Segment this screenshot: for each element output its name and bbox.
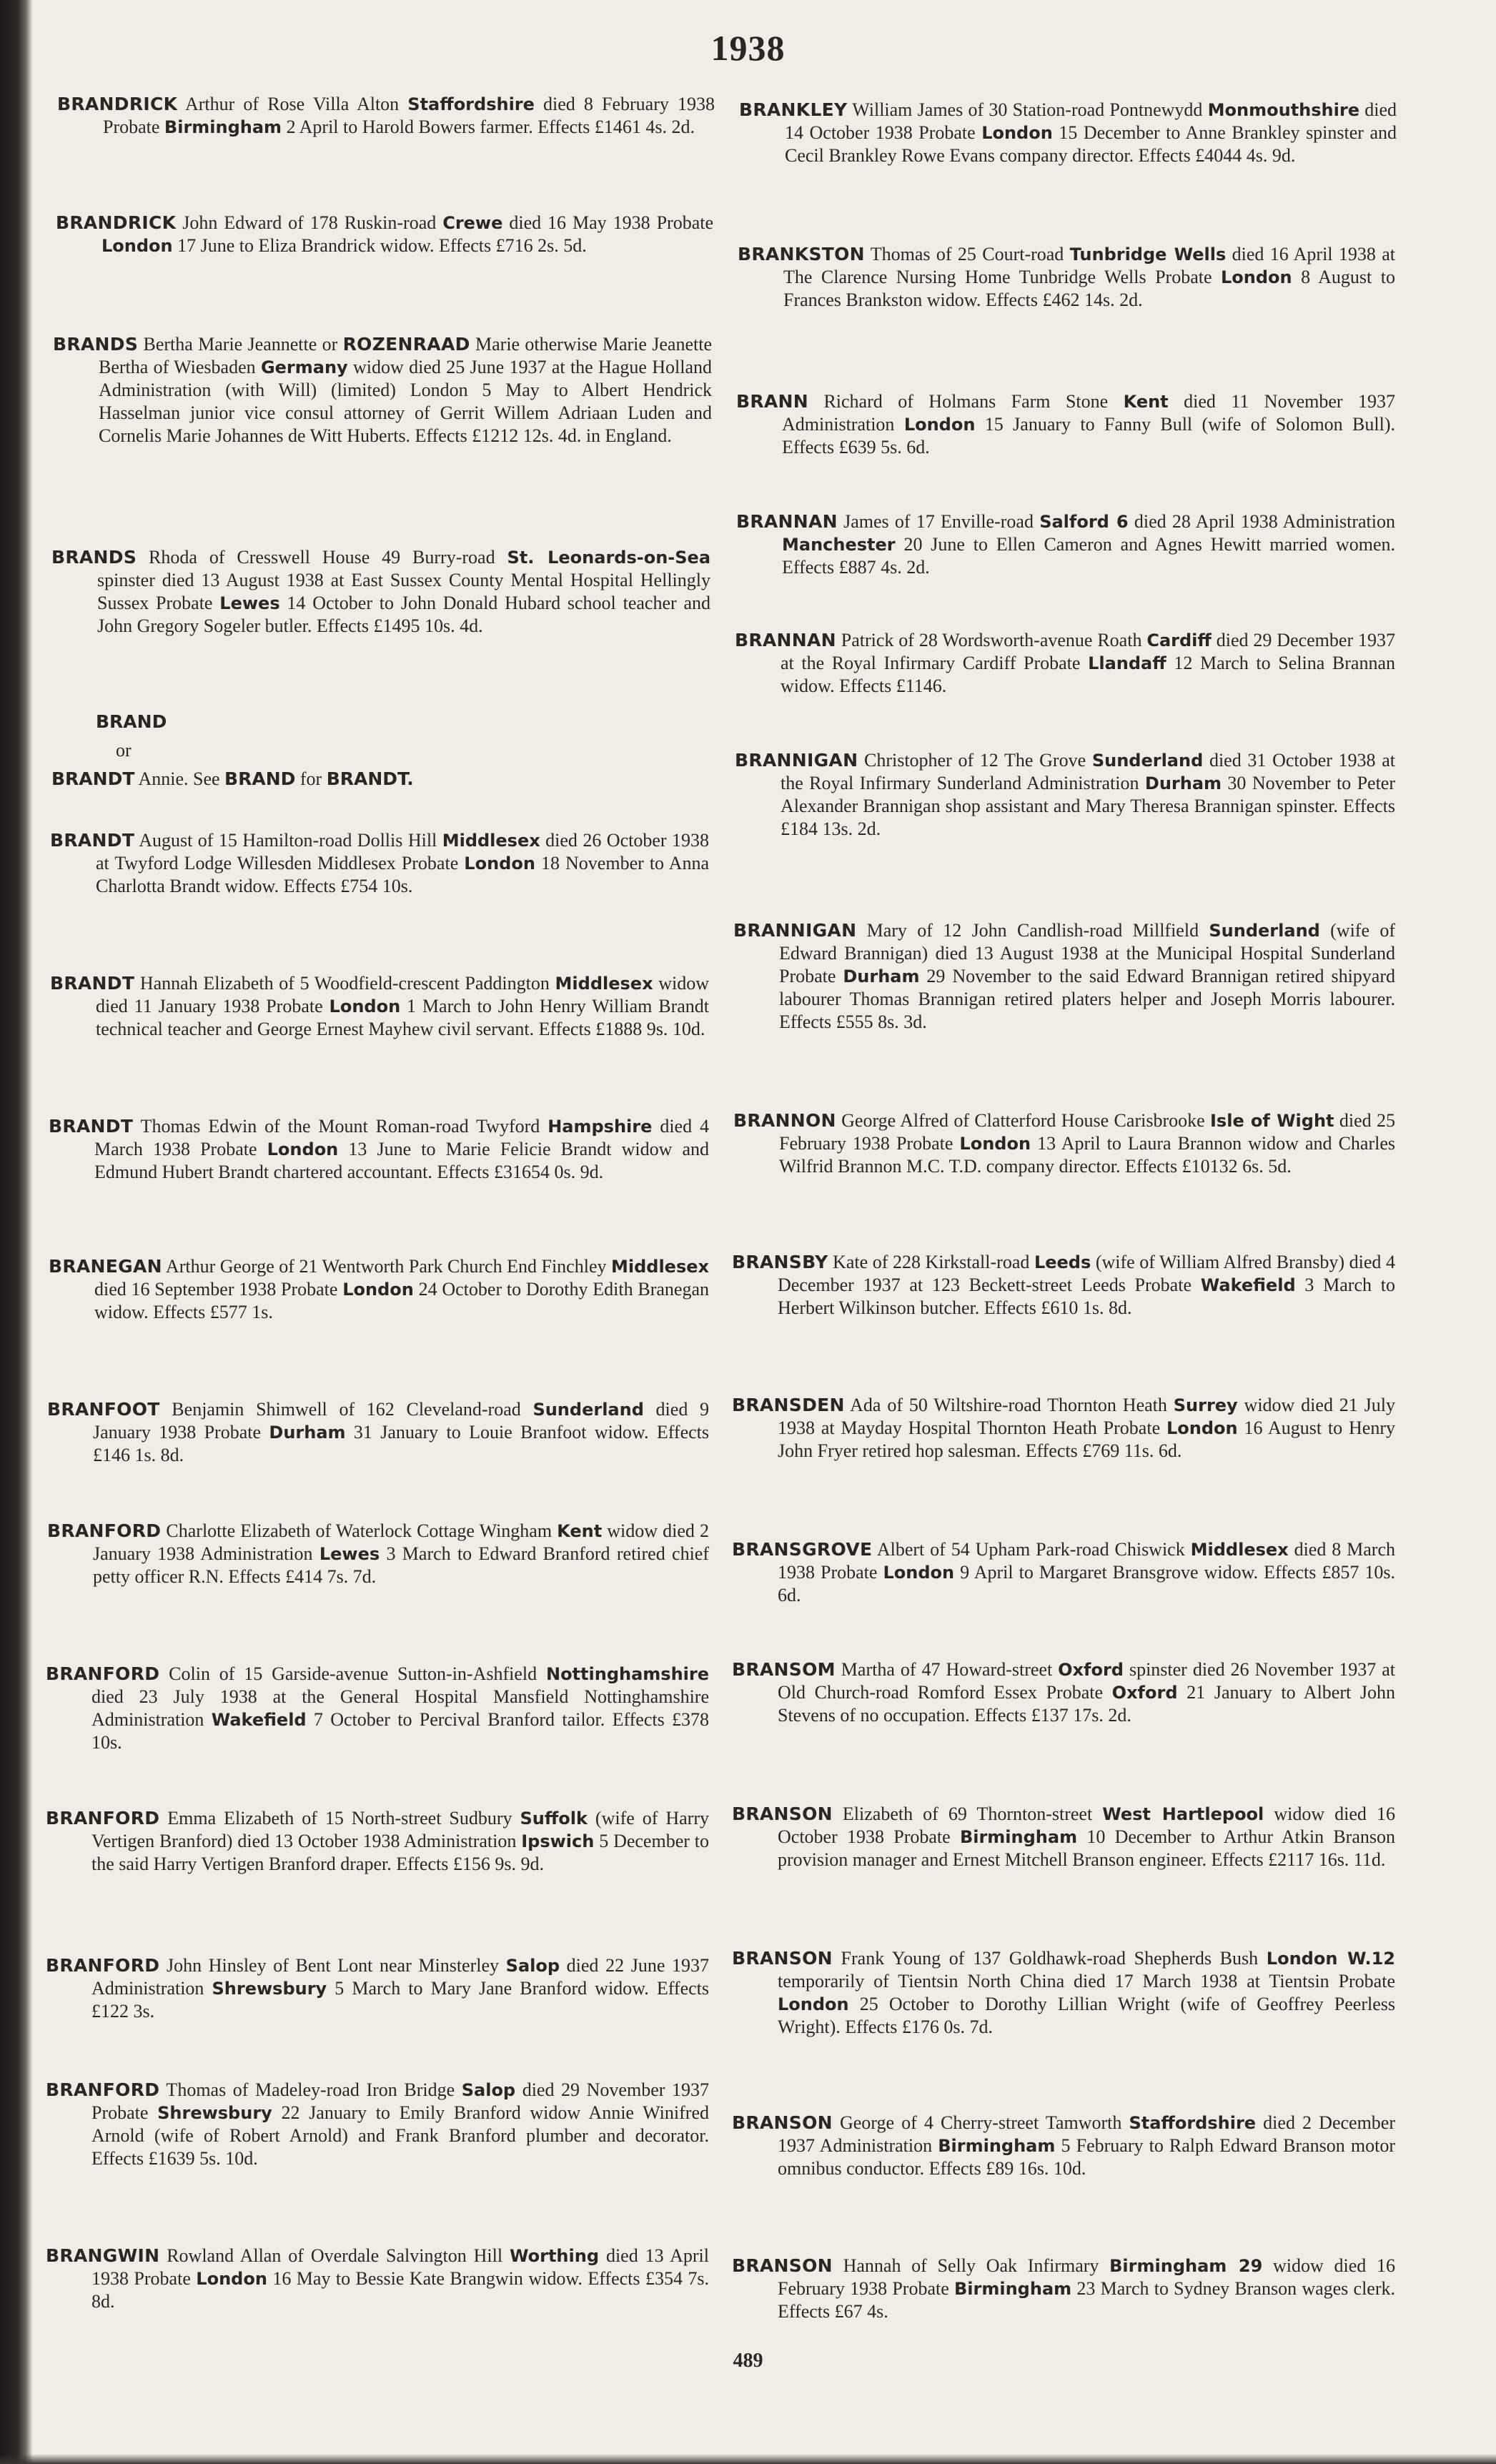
- page-number: 489: [733, 2350, 763, 2372]
- entry-left-7: BRANEGAN Arthur George of 21 Wentworth Park Church End Finchley Middlesex died 16 September 1938 Probate London 24 October to Dorothy Edith Branegan widow. Effects £577 1s.: [49, 1256, 709, 1322]
- entry-surname: BRANNIGAN: [735, 750, 858, 771]
- entry-surname: BRANSON: [732, 1804, 833, 1824]
- entry-right-15: BRANSON Hannah of Selly Oak Infirmary Birmingham 29 widow died 16 February 1938 Probate Birmingham 23 March to Sydney Branson wages clerk. Effects £67 4s.: [732, 2255, 1396, 2322]
- entry-surname: BRANFORD: [46, 1955, 160, 1976]
- entry-left-14: BRANGWIN Rowland Allan of Overdale Salvington Hill Worthing died 13 April 1938 Probate London 16 May to Bessie Kate Brangwin widow. Effects £354 7s. 8d.: [46, 2245, 709, 2312]
- entry-surname: BRANSDEN: [732, 1395, 845, 1415]
- entry-left-3: BRANDS Rhoda of Cresswell House 49 Burry-road St. Leonards-on-Sea spinster died 13 August 1938 at East Sussex County Mental Hospital Hellingly Sussex Probate Lewes 14 October to John Donald Hubard school teacher and John Gregory Sogeler butler. Effects £1495 10s. 4d.: [51, 547, 711, 636]
- entry-left-6: BRANDT Thomas Edwin of the Mount Roman-road Twyford Hampshire died 4 March 1938 Probate London 13 June to Marie Felicie Brandt widow and Edmund Hubert Brandt chartered accountant. Effects £31654 0s. 9d.: [49, 1116, 710, 1182]
- entry-right-14: BRANSON George of 4 Cherry-street Tamworth Staffordshire died 2 December 1937 Administration Birmingham 5 February to Ralph Edward Branson motor omnibus conductor. Effects £89 16s. 10d.: [732, 2112, 1395, 2179]
- entry-left-10: BRANFORD Colin of 15 Garside-avenue Sutton-in-Ashfield Nottinghamshire died 23 July 1938 at the General Hospital Mansfield Nottinghamshire Administration Wakefield 7 October to Percival Branford tailor. Effects £378 10s.: [46, 1663, 710, 1753]
- entry-left-1: BRANDRICK John Edward of 178 Ruskin-road Crewe died 16 May 1938 Probate London 17 June to Eliza Brandrick widow. Effects £716 2s. 5d.: [56, 212, 713, 256]
- crossref-surname-1: BRAND: [96, 711, 167, 732]
- entry-right-6: BRANNIGAN Mary of 12 John Candlish-road Millfield Sunderland (wife of Edward Brannigan) died 13 August 1938 at the Municipal Hospital Sunderland Probate Durham 29 November to the said Edward Brannigan retired shipyard labourer Thomas Brannigan retired platers helper and Joseph Morris labourer. Effects £555 8s. 3d.: [733, 920, 1396, 1032]
- entry-right-12: BRANSON Elizabeth of 69 Thornton-street West Hartlepool widow died 16 October 1938 Probate Birmingham 10 December to Arthur Atkin Branson provision manager and Ernest Mitchell Branson engineer. Effects £2117 16s. 11d.: [732, 1804, 1395, 1870]
- entry-surname: BRANNAN: [736, 511, 838, 532]
- entry-surname: BRANDS: [53, 334, 139, 355]
- entry-surname: BRANSBY: [732, 1252, 828, 1272]
- entry-surname: BRANNIGAN: [733, 920, 857, 941]
- entry-right-1: BRANKSTON Thomas of 25 Court-road Tunbridge Wells died 16 April 1938 at The Clarence Nursing Home Tunbridge Wells Probate London 8 August to Frances Brankston widow. Effects £462 14s. 2d.: [738, 244, 1395, 310]
- entry-right-7: BRANNON George Alfred of Clatterford House Carisbrooke Isle of Wight died 25 February 1938 Probate London 13 April to Laura Brannon widow and Charles Wilfrid Brannon M.C. T.D. company director. Effects £10132 6s. 5d.: [733, 1110, 1395, 1177]
- entry-right-3: BRANNAN James of 17 Enville-road Salford 6 died 28 April 1938 Administration Manchester 20 June to Ellen Cameron and Agnes Hewitt married women. Effects £887 4s. 2d.: [736, 511, 1395, 578]
- entry-surname: BRANNAN: [735, 630, 836, 650]
- entry-surname: BRANDT: [50, 973, 135, 994]
- entry-right-0: BRANKLEY William James of 30 Station-road Pontnewydd Monmouthshire died 14 October 1938 Probate London 15 December to Anne Brankley spinster and Cecil Brankley Rowe Evans company director. Effects £4044 4s. 9d.: [739, 99, 1397, 166]
- entry-surname: BRANNON: [733, 1110, 836, 1131]
- entry-surname: BRANDRICK: [57, 94, 178, 114]
- entry-surname: BRANFORD: [46, 1808, 160, 1829]
- entry-surname: BRANFOOT: [47, 1399, 160, 1420]
- entry-surname: BRANKSTON: [738, 244, 865, 264]
- entry-surname: BRANEGAN: [49, 1256, 162, 1277]
- entry-right-4: BRANNAN Patrick of 28 Wordsworth-avenue Roath Cardiff died 29 December 1937 at the Royal Infirmary Cardiff Probate Llandaff 12 March to Selina Brannan widow. Effects £1146.: [735, 630, 1395, 696]
- entry-left-8: BRANFOOT Benjamin Shimwell of 162 Cleveland-road Sunderland died 9 January 1938 Probate Durham 31 January to Louie Branfoot widow. Effects £146 1s. 8d.: [47, 1399, 710, 1465]
- entry-surname: BRANDT: [50, 830, 135, 851]
- entry-right-2: BRANN Richard of Holmans Farm Stone Kent died 11 November 1937 Administration London 15 January to Fanny Bull (wife of Solomon Bull). Effects £639 5s. 6d.: [736, 391, 1395, 457]
- entry-surname: BRANSON: [732, 1948, 833, 1969]
- entry-left-2: BRANDS Bertha Marie Jeannette or ROZENRAAD Marie otherwise Marie Jeanette Bertha of Wiesbaden Germany widow died 25 June 1937 at the Hague Holland Administration (with Will) (limited) London 5 May to Albert Hendrick Hasselman junior vice consul attorney of Gerrit Willem Adriaan Luden and Cornelis Marie Johannes de Witt Huberts. Effects £1212 12s. 4d. in England.: [53, 334, 712, 446]
- entry-right-13: BRANSON Frank Young of 137 Goldhawk-road Shepherds Bush London W.12 temporarily of Tientsin North China died 17 March 1938 at Tientsin Probate London 25 October to Dorothy Lillian Wright (wife of Geoffrey Peerless Wright). Effects £176 0s. 7d.: [732, 1948, 1395, 2037]
- entry-left-5: BRANDT Hannah Elizabeth of 5 Woodfield-crescent Paddington Middlesex widow died 11 January 1938 Probate London 1 March to John Henry William Brandt technical teacher and George Ernest Mayhew civil servant. Effects £1888 9s. 10d.: [50, 973, 710, 1039]
- entry-left-4: BRANDT August of 15 Hamilton-road Dollis Hill Middlesex died 26 October 1938 at Twyford Lodge Willesden Middlesex Probate London 18 November to Anna Charlotta Brandt widow. Effects £754 10s.: [50, 830, 709, 896]
- page-bottom-shadow: [0, 2454, 1496, 2464]
- entry-right-11: BRANSOM Martha of 47 Howard-street Oxford spinster died 26 November 1937 at Old Church-road Romford Essex Probate Oxford 21 January to Albert John Stevens of no occupation. Effects £137 17s. 2d.: [732, 1659, 1395, 1726]
- crossref-surname-2: BRANDT: [51, 768, 135, 789]
- entry-surname: BRANGWIN: [46, 2245, 160, 2266]
- entry-surname: BRANKLEY: [739, 99, 848, 120]
- entry-surname: BRANDS: [51, 547, 137, 568]
- entry-surname: BRANDRICK: [56, 212, 177, 233]
- entry-right-8: BRANSBY Kate of 228 Kirkstall-road Leeds (wife of William Alfred Bransby) died 4 December 1937 at 123 Beckett-street Leeds Probate Wakefield 3 March to Herbert Wilkinson butcher. Effects £610 1s. 8d.: [732, 1252, 1395, 1318]
- entry-surname: BRANSON: [732, 2112, 833, 2133]
- entry-left-12: BRANFORD John Hinsley of Bent Lont near Minsterley Salop died 22 June 1937 Administration Shrewsbury 5 March to Mary Jane Branford widow. Effects £122 3s.: [46, 1955, 709, 2022]
- entry-surname: BRANFORD: [47, 1520, 162, 1541]
- entry-surname: BRANN: [736, 391, 808, 412]
- entry-right-10: BRANSGROVE Albert of 54 Upham Park-road Chiswick Middlesex died 8 March 1938 Probate London 9 April to Margaret Bransgrove widow. Effects £857 10s. 6d.: [732, 1539, 1395, 1605]
- crossref-or: or: [116, 740, 132, 761]
- entry-left-9: BRANFORD Charlotte Elizabeth of Waterlock Cottage Wingham Kent widow died 2 January 1938 Administration Lewes 3 March to Edward Branford retired chief petty officer R.N. Effects £414 7s. 7d.: [47, 1520, 709, 1587]
- page-year-heading: 1938: [710, 28, 786, 68]
- entry-surname: BRANSGROVE: [732, 1539, 873, 1560]
- entry-surname: BRANFORD: [46, 1663, 160, 1684]
- entry-right-5: BRANNIGAN Christopher of 12 The Grove Sunderland died 31 October 1938 at the Royal Infirmary Sunderland Administration Durham 30 November to Peter Alexander Brannigan shop assistant and Mary Theresa Brannigan spinster. Effects £184 13s. 2d.: [735, 750, 1396, 839]
- entry-surname: BRANFORD: [46, 2079, 160, 2100]
- entry-left-13: BRANFORD Thomas of Madeley-road Iron Bridge Salop died 29 November 1937 Probate Shrewsbury 22 January to Emily Branford widow Annie Winifred Arnold (wife of Robert Arnold) and Frank Branford plumber and decorator. Effects £1639 5s. 10d.: [46, 2079, 709, 2169]
- entry-surname: BRANDT: [49, 1116, 134, 1137]
- cross-reference-entry: BRAND or BRANDT Annie. See BRAND for BRANDT.: [51, 708, 709, 793]
- entry-left-11: BRANFORD Emma Elizabeth of 15 North-street Sudbury Suffolk (wife of Harry Vertigen Branford) died 13 October 1938 Administration Ipswich 5 December to the said Harry Vertigen Branford draper. Effects £156 9s. 9d.: [46, 1808, 709, 1874]
- entry-right-9: BRANSDEN Ada of 50 Wiltshire-road Thornton Heath Surrey widow died 21 July 1938 at Mayday Hospital Thornton Heath Probate London 16 August to Henry John Fryer retired hop salesman. Effects £769 11s. 6d.: [732, 1395, 1395, 1461]
- page-edge-shadow: [0, 0, 33, 2464]
- entry-surname: BRANSON: [732, 2255, 833, 2276]
- entry-surname: BRANSOM: [732, 1659, 836, 1680]
- entry-left-0: BRANDRICK Arthur of Rose Villa Alton Staffordshire died 8 February 1938 Probate Birmingham 2 April to Harold Bowers farmer. Effects £1461 4s. 2d.: [57, 94, 715, 137]
